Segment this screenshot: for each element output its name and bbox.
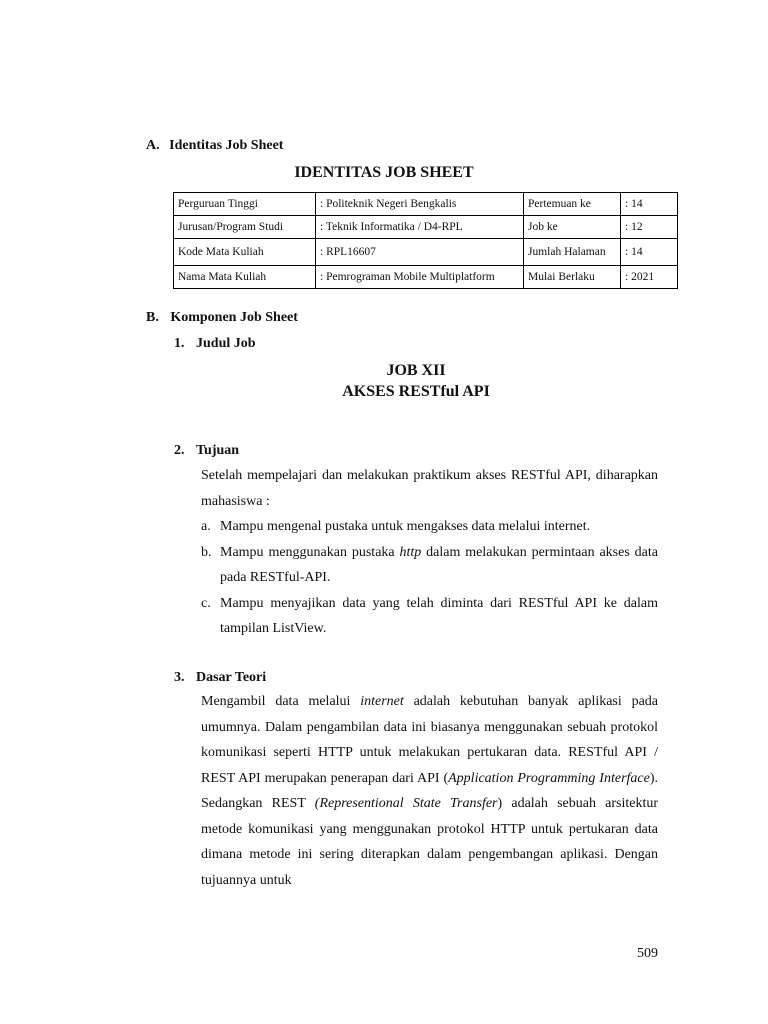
- list-marker: c.: [201, 595, 211, 611]
- sub3-label: 3.: [174, 670, 185, 685]
- job-title: [174, 360, 658, 402]
- tujuan-list: [201, 514, 658, 642]
- section-b-heading: [146, 310, 298, 326]
- table-cell: Job ke: [524, 216, 621, 239]
- list-text: Mampu mengenal pustaka untuk mengakses data melalui internet.: [220, 519, 591, 534]
- table-row: [174, 239, 678, 266]
- job-title-line-1: JOB XII: [386, 362, 446, 379]
- tujuan-block: [201, 463, 658, 642]
- table-cell: Pertemuan ke: [524, 193, 621, 216]
- page-number: 509: [637, 946, 658, 961]
- table-cell: : Teknik Informatika / D4-RPL: [316, 216, 524, 239]
- table-cell: : 14: [621, 239, 678, 266]
- sub2-heading: [174, 443, 239, 459]
- table-cell: : Pemrograman Mobile Multiplatform: [316, 266, 524, 289]
- section-b-label: B.: [146, 310, 159, 325]
- table-cell: Perguruan Tinggi: [174, 193, 316, 216]
- tujuan-intro: Setelah mempelajari dan melakukan praktikum akses RESTful API, diharapkan mahasiswa :: [201, 468, 658, 509]
- section-a-label: A.: [146, 138, 160, 153]
- table-cell: : 2021: [621, 266, 678, 289]
- table-cell: : 12: [621, 216, 678, 239]
- dasar-teori-paragraph: Mengambil data melalui internet adalah kebutuhan banyak aplikasi pada umumnya. Dalam pengambilan data ini biasanya menggunakan sebuah protokol komunikasi seperti HTTP untuk melakukan pertukaran data. RESTful API / REST API merupakan penerapan dari API (Application Programming Interface). Sedangkan REST (Representional State Transfer) adalah sebuah arsitektur metode komunikasi yang menggunakan protokol HTTP untuk pertukaran data dimana metode ini sering diterapkan dalam pengembangan aplikasi. Dengan tujuannya untuk: [201, 694, 659, 888]
- table-cell: Jurusan/Program Studi: [174, 216, 316, 239]
- table-cell: Jumlah Halaman: [524, 239, 621, 266]
- sub1-heading: [174, 336, 256, 352]
- list-item: [201, 591, 658, 642]
- sub3-title: Dasar Teori: [196, 670, 267, 685]
- list-item: [201, 540, 658, 591]
- list-text: Mampu menyajikan data yang telah diminta dari RESTful API ke dalam tampilan ListView.: [220, 595, 658, 636]
- section-a-title: Identitas Job Sheet: [169, 138, 284, 153]
- sub3-heading: [174, 670, 266, 686]
- section-a-heading: [146, 138, 283, 154]
- list-text: Mampu menggunakan pustaka http dalam melakukan permintaan akses data pada RESTful-API.: [220, 544, 658, 585]
- identitas-table: [173, 192, 678, 289]
- table-cell: Mulai Berlaku: [524, 266, 621, 289]
- sub1-title: Judul Job: [196, 336, 256, 351]
- table-cell: Kode Mata Kuliah: [174, 239, 316, 266]
- table-row: [174, 266, 678, 289]
- identitas-heading: IDENTITAS JOB SHEET: [294, 164, 474, 181]
- table-row: [174, 216, 678, 239]
- sub1-label: 1.: [174, 336, 185, 351]
- list-marker: b.: [201, 544, 212, 560]
- table-cell: : 14: [621, 193, 678, 216]
- table-cell: Nama Mata Kuliah: [174, 266, 316, 289]
- sub2-label: 2.: [174, 443, 185, 458]
- table-cell: : RPL16607: [316, 239, 524, 266]
- table-cell: : Politeknik Negeri Bengkalis: [316, 193, 524, 216]
- section-b-title: Komponen Job Sheet: [170, 310, 298, 325]
- table-row: [174, 193, 678, 216]
- list-item: [201, 514, 658, 540]
- job-title-line-2: AKSES RESTful API: [342, 383, 490, 400]
- sub2-title: Tujuan: [196, 443, 240, 458]
- list-marker: a.: [201, 519, 211, 534]
